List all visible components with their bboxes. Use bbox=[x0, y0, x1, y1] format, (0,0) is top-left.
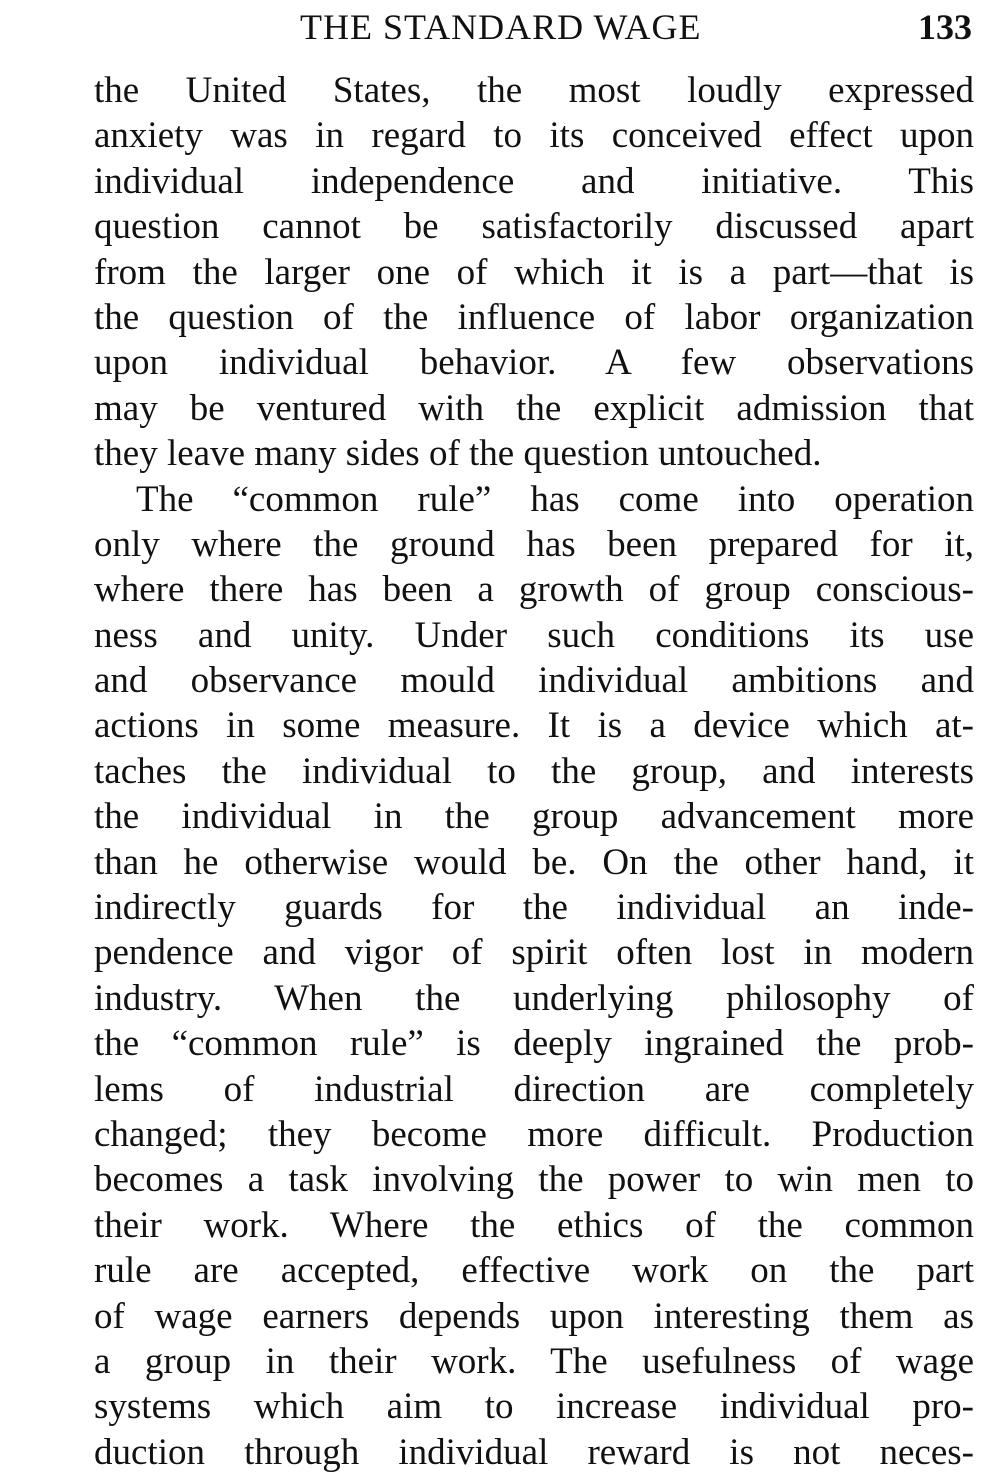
text-line: actions in some measure. It is a device which at- bbox=[94, 705, 974, 747]
paragraph-start-line: The “common rule” has come into operation bbox=[136, 478, 974, 520]
text-line: of wage earners depends upon interesting them as bbox=[94, 1295, 974, 1337]
text-line: the individual in the group advancement more bbox=[94, 796, 974, 838]
text-line: upon individual behavior. A few observations bbox=[94, 342, 974, 384]
text-line: individual independence and initiative. This bbox=[94, 160, 974, 202]
text-line: they leave many sides of the question untouched. bbox=[94, 433, 822, 475]
text-line: lems of industrial direction are completely bbox=[94, 1068, 974, 1110]
text-line: where there has been a growth of group conscious- bbox=[94, 569, 974, 611]
text-line: a group in their work. The usefulness of wage bbox=[94, 1340, 974, 1382]
text-line: changed; they become more difficult. Production bbox=[94, 1113, 974, 1155]
text-line: rule are accepted, effective work on the part bbox=[94, 1250, 974, 1292]
text-line: indirectly guards for the individual an inde- bbox=[94, 887, 974, 929]
text-line: ness and unity. Under such conditions its use bbox=[94, 614, 974, 656]
text-line: may be ventured with the explicit admission that bbox=[94, 387, 974, 429]
body-text bbox=[94, 68, 974, 1475]
text-line: industry. When the underlying philosophy of bbox=[94, 977, 974, 1019]
running-head bbox=[0, 2, 1000, 52]
running-title: THE STANDARD WAGE bbox=[300, 7, 702, 47]
text-line: the question of the influence of labor organization bbox=[94, 296, 974, 338]
text-line: the “common rule” is deeply ingrained the prob- bbox=[94, 1023, 974, 1065]
text-line: pendence and vigor of spirit often lost in modern bbox=[94, 932, 974, 974]
page-number: 133 bbox=[918, 7, 972, 47]
text-line: and observance mould individual ambitions and bbox=[94, 660, 974, 702]
text-line: only where the ground has been prepared for it, bbox=[94, 523, 974, 565]
text-line: becomes a task involving the power to win men to bbox=[94, 1159, 974, 1201]
text-line: systems which aim to increase individual pro- bbox=[94, 1386, 974, 1428]
text-line: the United States, the most loudly expressed bbox=[94, 70, 974, 111]
text-line: anxiety was in regard to its conceived effect upon bbox=[94, 115, 974, 157]
text-line: taches the individual to the group, and interests bbox=[94, 750, 974, 792]
text-line: their work. Where the ethics of the common bbox=[94, 1204, 974, 1246]
text-line: question cannot be satisfactorily discussed apart bbox=[94, 206, 974, 248]
text-line: from the larger one of which it is a part—that is bbox=[94, 251, 974, 293]
text-line: duction through individual reward is not neces- bbox=[94, 1431, 974, 1473]
text-line: than he otherwise would be. On the other hand, it bbox=[94, 841, 974, 883]
